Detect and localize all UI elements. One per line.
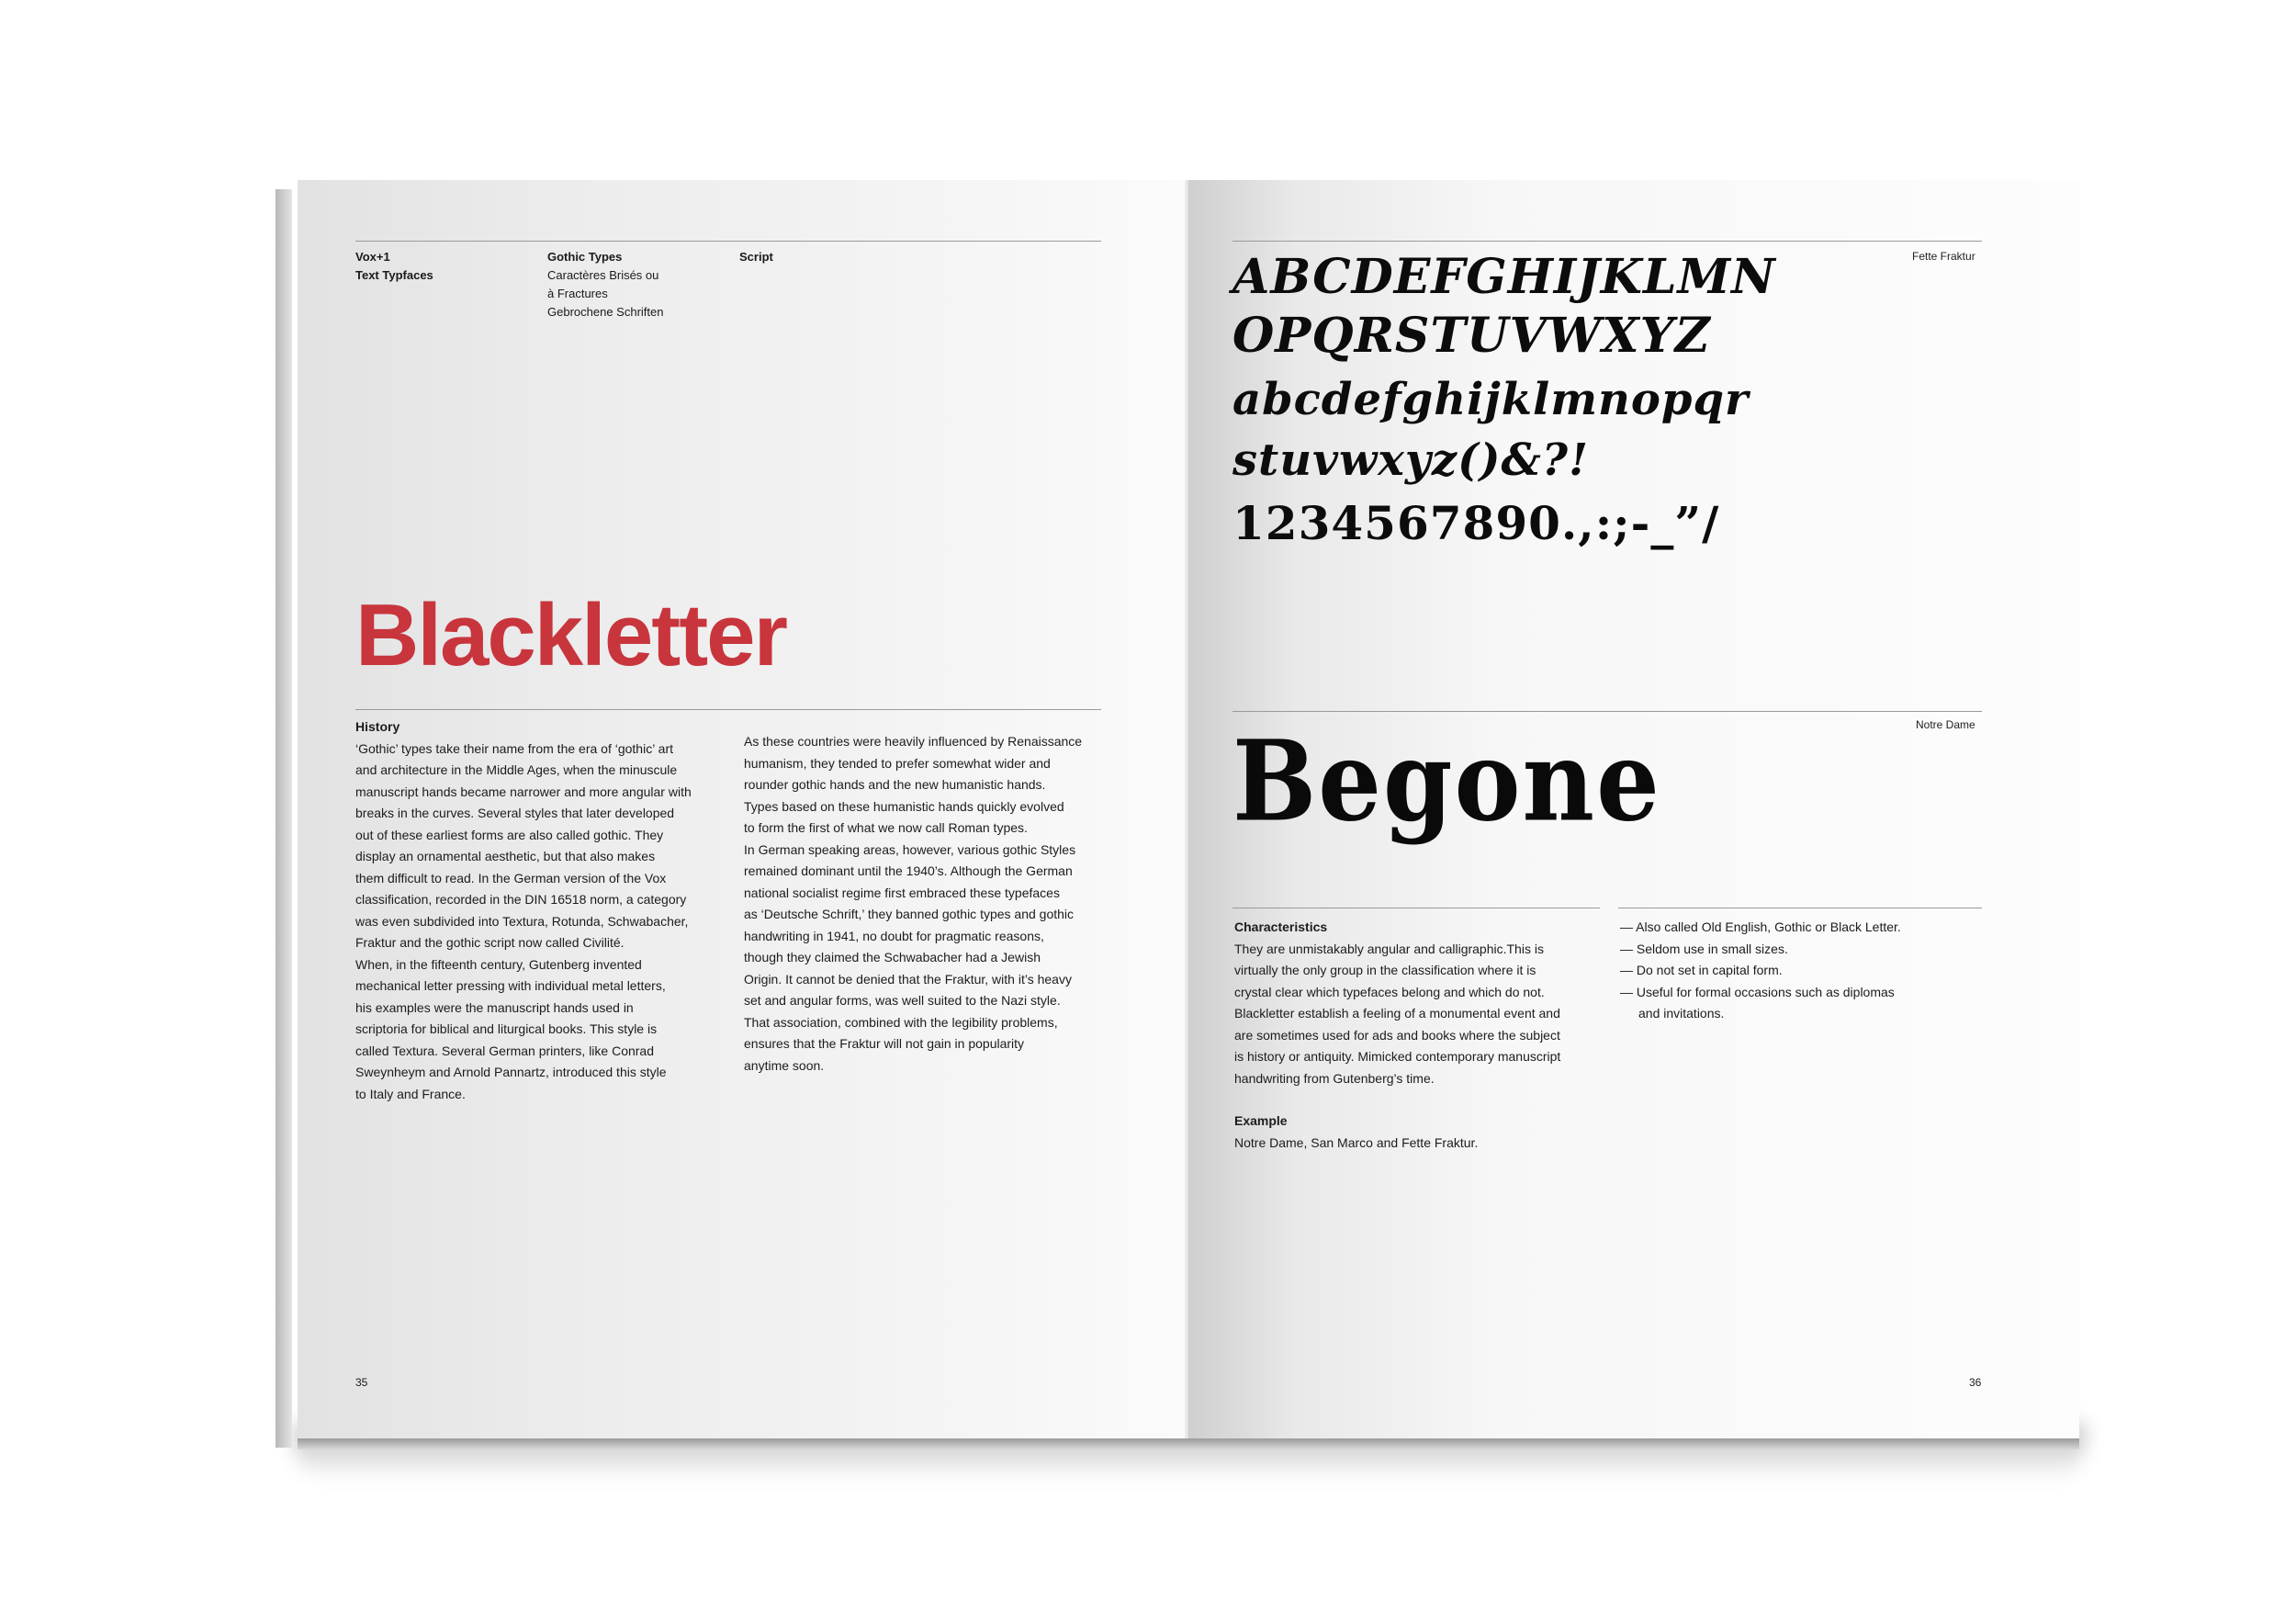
history-line: remained dominant until the 1940’s. Although the German	[744, 863, 1073, 878]
note-item-continuation: and invitations.	[1638, 1006, 1725, 1021]
history-line: was even subdivided into Textura, Rotunda, Schwabacher,	[355, 913, 689, 929]
header-category-title: Gothic Types	[547, 250, 623, 264]
characteristics-column	[1234, 917, 1602, 1154]
page-title: Blackletter	[355, 586, 786, 684]
history-column-2	[744, 731, 1130, 1077]
right-page	[1188, 180, 2079, 1438]
history-line: rounder gothic hands and the new humanistic hands.	[744, 777, 1046, 792]
page-number-left: 35	[355, 1376, 368, 1389]
note-item: — Useful for formal occasions such as diplomas	[1620, 984, 1895, 999]
history-line: national socialist regime first embraced these typefaces	[744, 885, 1060, 900]
header-category-line: Caractères Brisés ou	[547, 268, 659, 282]
history-line: ‘Gothic’ types take their name from the era of ‘gothic’ art	[355, 740, 674, 756]
page-number-right: 36	[1969, 1376, 1982, 1389]
history-line: them difficult to read. In the German version of the Vox	[355, 870, 667, 885]
page-bottom-edge	[298, 1438, 2079, 1449]
header-category-line: Gebrochene Schriften	[547, 305, 664, 319]
sample-font-label: Notre Dame	[1916, 718, 1975, 731]
history-line: scriptoria for biblical and liturgical books. This style is	[355, 1021, 658, 1036]
history-line: called Textura. Several German printers, like Conrad	[355, 1043, 655, 1058]
history-line: As these countries were heavily influenced by Renaissance	[744, 734, 1083, 749]
history-line: ensures that the Fraktur will not gain in popularity	[744, 1036, 1025, 1051]
history-line: Types based on these humanistic hands quickly evolved	[744, 798, 1064, 814]
book-spread	[266, 180, 2085, 1484]
characteristics-line: are sometimes used for ads and books where the subject	[1234, 1027, 1560, 1043]
history-line: to Italy and France.	[355, 1086, 466, 1101]
history-line: anytime soon.	[744, 1057, 825, 1073]
note-item: — Do not set in capital form.	[1620, 963, 1783, 977]
note-item: — Also called Old English, Gothic or Black Letter.	[1620, 919, 1901, 934]
specimen-font-label: Fette Fraktur	[1912, 250, 1975, 263]
history-line: humanism, they tended to prefer somewhat wider and	[744, 755, 1051, 771]
left-page	[298, 180, 1188, 1438]
specimen-lowercase-line: stuvwxyz()&?!	[1232, 434, 1590, 486]
page-edge	[276, 189, 292, 1448]
history-line: handwriting in 1941, no doubt for pragmatic reasons,	[744, 928, 1044, 943]
example-heading: Example	[1234, 1113, 1288, 1128]
characteristics-line: handwriting from Gutenberg’s time.	[1234, 1070, 1435, 1086]
characteristics-heading: Characteristics	[1234, 919, 1328, 934]
header-series	[355, 248, 433, 285]
history-column-1	[355, 716, 723, 1105]
history-heading: History	[355, 719, 400, 734]
characteristics-line: is history or antiquity. Mimicked contemporary manuscript	[1234, 1049, 1561, 1064]
history-line: That association, combined with the legibility problems,	[744, 1014, 1058, 1030]
header-category	[547, 248, 663, 321]
history-line: though they claimed the Schwabacher had a Jewish	[744, 950, 1041, 964]
history-line: breaks in the curves. Several styles that later developed	[355, 806, 675, 820]
history-line: as ‘Deutsche Schrift,’ they banned gothic types and gothic	[744, 907, 1075, 921]
history-line: to form the first of what we now call Roman types.	[744, 820, 1028, 835]
history-line: mechanical letter pressing with individual metal letters,	[355, 978, 666, 993]
header-script: Script	[739, 250, 773, 264]
history-line: Fraktur and the gothic script now called Civilité.	[355, 935, 625, 950]
specimen-lowercase-line: abcdefghijklmnopqr	[1232, 374, 1750, 425]
history-line: manuscript hands became narrower and more angular with	[355, 784, 692, 799]
header-series-line: Text Typfaces	[355, 268, 433, 282]
characteristics-line: crystal clear which typefaces belong and which do not.	[1234, 984, 1545, 999]
specimen-uppercase-line: ABCDEFGHIJKLMN	[1232, 249, 1776, 305]
note-item: — Seldom use in small sizes.	[1620, 941, 1788, 956]
example-text: Notre Dame, San Marco and Fette Fraktur.	[1234, 1134, 1479, 1150]
history-line: and architecture in the Middle Ages, when the minuscule	[355, 762, 678, 777]
history-line: his examples were the manuscript hands used in	[355, 999, 634, 1015]
history-line: Sweynheym and Arnold Pannartz, introduced this style	[355, 1065, 667, 1079]
spacer	[1234, 1089, 1602, 1111]
history-line: In German speaking areas, however, various gothic Styles	[744, 841, 1076, 857]
characteristics-line: virtually the only group in the classification where it is	[1234, 963, 1536, 977]
history-line: set and angular forms, was well suited to the Nazi style.	[744, 993, 1061, 1008]
specimen-uppercase-line: OPQRSTUVWXYZ	[1232, 308, 1711, 364]
history-line: classification, recorded in the DIN 16518 norm, a category	[355, 892, 687, 907]
notes-column	[1620, 917, 2006, 1025]
characteristics-line: Blackletter establish a feeling of a monumental event and	[1234, 1006, 1560, 1021]
history-rule	[355, 709, 1101, 710]
history-line: When, in the fifteenth century, Gutenberg invented	[355, 956, 642, 972]
header-category-line: à Fractures	[547, 287, 608, 300]
history-line: out of these earliest forms are also called gothic. They	[355, 827, 664, 842]
specimen-rule	[1232, 241, 1982, 242]
sample-word: Begone	[1232, 716, 1661, 847]
history-line: Origin. It cannot be denied that the Fraktur, with it’s heavy	[744, 971, 1072, 987]
sample-rule	[1232, 711, 1982, 712]
header-series-line: Vox+1	[355, 250, 390, 264]
history-line: display an ornamental aesthetic, but that also makes	[355, 849, 656, 863]
specimen-figures-line: 1234567890.,:;-_”/	[1232, 496, 1720, 550]
header-rule	[355, 241, 1101, 242]
characteristics-line: They are unmistakably angular and calligraphic.This is	[1234, 941, 1544, 956]
